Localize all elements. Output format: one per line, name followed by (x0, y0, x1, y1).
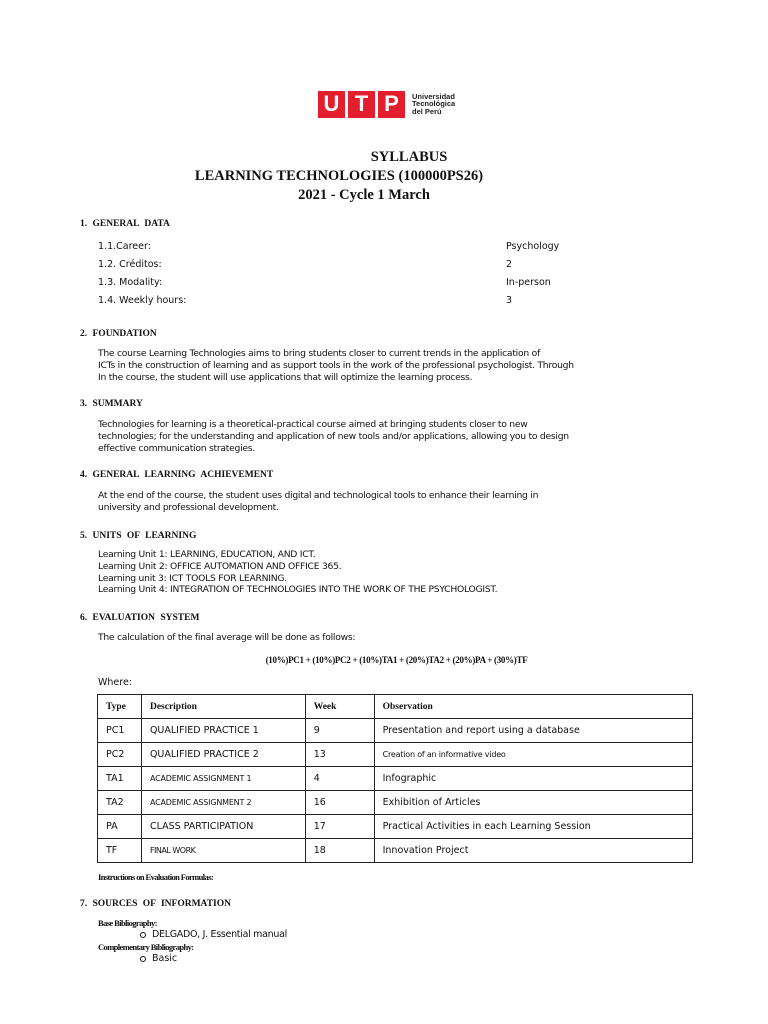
general-data-list (98, 241, 598, 313)
heading-foundation: 2. FOUNDATION (80, 329, 157, 339)
table-row (98, 791, 693, 815)
learning-unit-item: Learning Unit 4: INTEGRATION OF TECHNOLOGIES INTO THE WORK OF THE PSYCHOLOGIST. (98, 584, 498, 596)
evaluation-instructions: Instructions on Evaluation Formulas: (98, 872, 214, 882)
cell-type: PC1 (98, 719, 142, 743)
doc-title-cycle: 2021 - Cycle 1 March (298, 187, 430, 203)
learning-unit-item: Learning unit 3: ICT TOOLS FOR LEARNING. (98, 572, 287, 584)
cell-description: QUALIFIED PRACTICE 2 (141, 743, 305, 767)
logo-university-name: Universidad Tecnológica del Perú (412, 91, 456, 116)
bullet-circle-icon (140, 932, 146, 938)
foundation-paragraph: The course Learning Technologies aims to bring students closer to current trends in the application of ICTs in the construction of learning and as support tools in the work of the professional psychologist. Through In the course, the student will use applications that will optimize the learning process. (98, 348, 574, 383)
cell-observation: Practical Activities in each Learning Session (374, 815, 692, 839)
general-data-value: In-person (506, 277, 551, 288)
cell-type: TF (98, 839, 142, 863)
cell-observation: Infographic (374, 767, 692, 791)
column-header-description: Description (141, 695, 305, 719)
evaluation-intro: The calculation of the final average will be done as follows: (98, 632, 356, 643)
evaluation-table (97, 694, 693, 863)
cell-observation: Innovation Project (374, 839, 692, 863)
column-header-week: Week (305, 695, 374, 719)
general-data-label: 1.1.Career: (98, 241, 151, 252)
general-data-label: 1.3. Modality: (98, 277, 163, 288)
cell-week: 18 (305, 839, 374, 863)
bullet-circle-icon (140, 956, 146, 962)
cell-observation: Creation of an informative video (374, 743, 692, 767)
logo-letter-p: P (378, 91, 405, 118)
base-bibliography-item: DELGADO, J. Essential manual (140, 929, 287, 940)
units-list (98, 549, 618, 596)
evaluation-where-label: Where: (98, 677, 133, 688)
base-bibliography-label: Base Bibliography: (98, 918, 157, 928)
cell-week: 4 (305, 767, 374, 791)
column-header-type: Type (98, 695, 142, 719)
general-data-row (98, 241, 598, 259)
general-data-row (98, 259, 598, 277)
learning-unit-item: Learning Unit 1: LEARNING, EDUCATION, AND ICT. (98, 549, 316, 560)
general-data-value: Psychology (506, 241, 560, 252)
table-row (98, 839, 693, 863)
table-row (98, 743, 693, 767)
utp-logo (318, 89, 455, 119)
cell-type: TA2 (98, 791, 142, 815)
cell-description: CLASS PARTICIPATION (141, 815, 305, 839)
heading-summary: 3. SUMMARY (80, 399, 143, 409)
cell-description: FINAL WORK (141, 839, 305, 863)
general-data-value: 3 (506, 295, 513, 306)
heading-evaluation-system: 6. EVALUATION SYSTEM (80, 613, 200, 623)
cell-week: 16 (305, 791, 374, 815)
cell-description: QUALIFIED PRACTICE 1 (141, 719, 305, 743)
cell-type: PC2 (98, 743, 142, 767)
general-data-label: 1.2. Créditos: (98, 259, 162, 270)
cell-type: TA1 (98, 767, 142, 791)
heading-general-learning-achievement: 4. GENERAL LEARNING ACHIEVEMENT (80, 470, 274, 480)
table-row (98, 719, 693, 743)
doc-title-syllabus: SYLLABUS (370, 149, 448, 165)
complementary-bibliography-label: Complementary Bibliography: (98, 942, 194, 952)
summary-paragraph: Technologies for learning is a theoretical-practical course aimed at bringing students closer to new technologies; for the understanding and application of new tools and/or applications, allowing you to design effective communication strategies. (98, 419, 569, 454)
cell-observation: Exhibition of Articles (374, 791, 692, 815)
heading-units-of-learning: 5. UNITS OF LEARNING (80, 531, 197, 541)
table-row (98, 767, 693, 791)
heading-general-data: 1. GENERAL DATA (80, 219, 170, 229)
cell-description: ACADEMIC ASSIGNMENT 1 (141, 767, 305, 791)
doc-title-course: LEARNING TECHNOLOGIES (100000PS26) (194, 168, 484, 184)
complementary-bibliography-item: Basic (140, 953, 177, 964)
table-header-row (98, 695, 693, 719)
logo-letter-u: U (318, 91, 345, 118)
learning-unit-item: Learning Unit 2: OFFICE AUTOMATION AND OFFICE 365. (98, 560, 342, 572)
cell-observation: Presentation and report using a database (374, 719, 692, 743)
cell-type: PA (98, 815, 142, 839)
general-data-value: 2 (506, 259, 513, 270)
general-data-row (98, 277, 598, 295)
cell-week: 13 (305, 743, 374, 767)
achievement-paragraph: At the end of the course, the student uses digital and technological tools to enhance their learning in university and professional development. (98, 490, 539, 513)
general-data-label: 1.4. Weekly hours: (98, 295, 187, 306)
general-data-row (98, 295, 598, 313)
table-row (98, 815, 693, 839)
cell-description: ACADEMIC ASSIGNMENT 2 (141, 791, 305, 815)
cell-week: 17 (305, 815, 374, 839)
cell-week: 9 (305, 719, 374, 743)
logo-letter-t: T (348, 91, 375, 118)
column-header-observation: Observation (374, 695, 692, 719)
evaluation-formula: (10%)PC1 + (10%)PC2 + (10%)TA1 + (20%)TA2 + (20%)PA + (30%)TF (265, 655, 528, 665)
heading-sources-of-information: 7. SOURCES OF INFORMATION (80, 899, 231, 909)
